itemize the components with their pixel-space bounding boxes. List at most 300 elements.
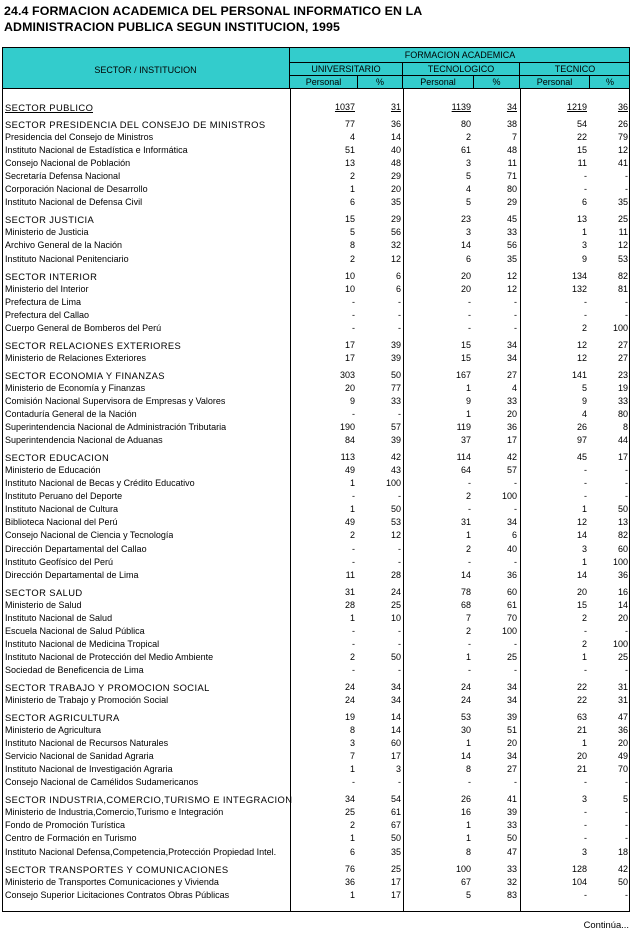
cell-percent: 53 — [617, 253, 628, 264]
table-row — [3, 157, 631, 170]
table-row — [3, 464, 631, 477]
table-row — [3, 322, 631, 335]
cell-personal: 61 — [460, 145, 471, 156]
cell-personal: 11 — [345, 569, 355, 580]
cell-percent: - — [398, 664, 401, 675]
cell-personal: 14 — [576, 569, 587, 580]
cell-personal: 10 — [344, 270, 355, 281]
cell-personal: 20 — [460, 283, 471, 294]
cell-percent: 34 — [506, 102, 517, 112]
cell-percent: 20 — [390, 184, 401, 195]
cell-percent: 50 — [390, 651, 401, 662]
sector-row — [3, 793, 631, 806]
cell-percent: 50 — [617, 504, 628, 515]
cell-percent: 4 — [511, 382, 517, 393]
cell-personal: 9 — [581, 253, 587, 264]
cell-percent: 100 — [501, 491, 517, 502]
cell-percent: 12 — [506, 283, 517, 294]
table-row — [3, 144, 631, 157]
cell-percent: 57 — [506, 465, 517, 476]
cell-personal: 141 — [571, 369, 587, 380]
row-label: Ministerio de Economía y Finanzas — [5, 382, 146, 393]
cell-percent: 42 — [390, 452, 401, 463]
cell-personal: 25 — [344, 807, 355, 818]
cell-personal: 36 — [344, 876, 355, 887]
cell-personal: 14 — [460, 569, 471, 580]
cell-percent: 26 — [617, 119, 628, 130]
header-sector: SECTOR / INSTITUCION — [94, 65, 197, 75]
cell-percent: - — [625, 664, 628, 675]
cell-personal: - — [584, 296, 587, 307]
row-label: Instituto Nacional de Becas y Crédito Educativo — [5, 478, 195, 489]
cell-personal: - — [468, 504, 471, 515]
row-label: Ministerio del Interior — [5, 283, 89, 294]
cell-percent: 31 — [390, 102, 401, 112]
row-label: Corporación Nacional de Desarrollo — [5, 184, 148, 195]
cell-personal: 49 — [344, 465, 355, 476]
cell-personal: 3 — [465, 158, 471, 169]
cell-percent: 27 — [506, 764, 517, 775]
cell-percent: 60 — [617, 543, 628, 554]
cell-percent: - — [625, 465, 628, 476]
cell-percent: - — [625, 889, 628, 900]
cell-percent: - — [398, 491, 401, 502]
cell-personal: 134 — [571, 270, 587, 281]
cell-percent: - — [625, 184, 628, 195]
cell-personal: 51 — [344, 145, 355, 156]
cell-percent: 100 — [612, 322, 628, 333]
cell-percent: 32 — [506, 876, 517, 887]
cell-percent: 42 — [506, 452, 517, 463]
cell-personal: 8 — [465, 846, 471, 857]
table-row — [3, 516, 631, 529]
sector-row — [3, 863, 631, 876]
cell-personal: 119 — [456, 422, 471, 433]
cell-personal: 77 — [344, 119, 355, 130]
table-row — [3, 543, 631, 556]
cell-percent: - — [625, 625, 628, 636]
cell-percent: - — [398, 322, 401, 333]
cell-percent: 19 — [617, 382, 628, 393]
cell-percent: 18 — [617, 846, 628, 857]
cell-percent: 33 — [617, 395, 628, 406]
cell-percent: 56 — [506, 240, 517, 251]
row-label: Instituto Nacional Penitenciario — [5, 253, 129, 264]
cell-percent: 31 — [617, 681, 628, 692]
table-row — [3, 196, 631, 209]
cell-personal: 49 — [344, 517, 355, 528]
row-label: Instituto Nacional de Investigación Agraria — [5, 764, 173, 775]
cell-personal: 24 — [344, 681, 355, 692]
cell-percent: 34 — [506, 681, 517, 692]
cell-percent: 48 — [506, 145, 517, 156]
cell-personal: - — [468, 556, 471, 567]
sector-row — [3, 586, 631, 599]
cell-personal: 37 — [460, 435, 471, 446]
cell-personal: 5 — [465, 171, 471, 182]
row-label: Consejo Nacional de Camélidos Sudamericanos — [5, 777, 199, 788]
cell-percent: 29 — [506, 197, 517, 208]
cell-percent: 14 — [617, 599, 628, 610]
cell-percent: 25 — [617, 651, 628, 662]
cell-percent: 70 — [617, 764, 628, 775]
cell-personal: 13 — [576, 214, 587, 225]
cell-percent: - — [514, 664, 517, 675]
cell-personal: 1219 — [566, 102, 587, 112]
cell-personal: - — [468, 309, 471, 320]
table-row — [3, 226, 631, 239]
cell-personal: - — [352, 556, 355, 567]
cell-personal: 2 — [581, 638, 587, 649]
cell-percent: 17 — [390, 876, 401, 887]
cell-percent: 39 — [506, 807, 517, 818]
cell-percent: 14 — [390, 725, 401, 736]
table-row — [3, 638, 631, 651]
title-line-1: 24.4 FORMACION ACADEMICA DEL PERSONAL INFORMATICO EN LA — [4, 4, 423, 18]
cell-personal: 31 — [344, 586, 355, 597]
cell-personal: - — [468, 638, 471, 649]
cell-personal: 15 — [576, 145, 587, 156]
cell-personal: 5 — [581, 382, 587, 393]
cell-personal: 16 — [460, 807, 471, 818]
row-label: Ministerio de Transportes Comunicaciones y Vivienda — [5, 876, 219, 887]
cell-personal: 34 — [344, 794, 355, 805]
cell-personal: 104 — [571, 876, 587, 887]
table-row — [3, 664, 631, 677]
row-label: SECTOR INTERIOR — [5, 270, 98, 282]
cell-percent: 27 — [506, 369, 517, 380]
cell-percent: - — [514, 556, 517, 567]
cell-percent: 48 — [390, 158, 401, 169]
cell-percent: 10 — [390, 612, 401, 623]
cell-percent: 35 — [506, 253, 517, 264]
cell-percent: 27 — [617, 352, 628, 363]
cell-percent: 81 — [617, 283, 628, 294]
cell-personal: - — [468, 478, 471, 489]
cell-percent: 34 — [506, 751, 517, 762]
cell-personal: 30 — [460, 725, 471, 736]
cell-percent: - — [625, 296, 628, 307]
cell-personal: 6 — [349, 846, 355, 857]
header-formacion: FORMACION ACADEMICA — [404, 50, 516, 60]
total-row — [3, 101, 631, 114]
cell-personal: 2 — [465, 625, 471, 636]
cell-percent: - — [514, 309, 517, 320]
cell-personal: 15 — [460, 339, 471, 350]
table-row — [3, 352, 631, 365]
table-row — [3, 569, 631, 582]
cell-percent: 42 — [617, 863, 628, 874]
row-label: Instituto Nacional de Protección del Medio Ambiente — [5, 651, 214, 662]
sector-row — [3, 213, 631, 226]
cell-personal: 128 — [571, 863, 587, 874]
cell-personal: 2 — [349, 530, 355, 541]
table-row — [3, 694, 631, 707]
cell-personal: 6 — [349, 197, 355, 208]
cell-personal: 20 — [576, 751, 587, 762]
table-row — [3, 724, 631, 737]
cell-percent: - — [625, 491, 628, 502]
cell-personal: - — [584, 171, 587, 182]
cell-personal: 2 — [465, 491, 471, 502]
table-row — [3, 651, 631, 664]
cell-personal: - — [584, 833, 587, 844]
cell-personal: 31 — [460, 517, 471, 528]
cell-personal: 12 — [576, 339, 587, 350]
cell-percent: 36 — [617, 569, 628, 580]
cell-percent: 11 — [618, 227, 628, 238]
row-label: Instituto Nacional de Recursos Naturales — [5, 738, 169, 749]
cell-personal: 100 — [455, 863, 471, 874]
cell-personal: 2 — [465, 132, 471, 143]
cell-percent: 36 — [506, 422, 517, 433]
cell-percent: 80 — [506, 184, 517, 195]
table-row — [3, 737, 631, 750]
cell-percent: 20 — [506, 738, 517, 749]
row-label: Instituto Nacional de Medicina Tropical — [5, 638, 160, 649]
cell-personal: 19 — [344, 712, 355, 723]
table-row — [3, 846, 631, 859]
table-header — [2, 47, 630, 89]
cell-percent: 82 — [617, 530, 628, 541]
table-row — [3, 408, 631, 421]
table-row — [3, 421, 631, 434]
cell-personal: 21 — [576, 725, 587, 736]
cell-personal: 2 — [465, 543, 471, 554]
cell-personal: 1 — [349, 478, 355, 489]
cell-personal: - — [352, 322, 355, 333]
cell-percent: 34 — [390, 695, 401, 706]
row-label: Cuerpo General de Bomberos del Perú — [5, 322, 162, 333]
row-label: SECTOR INDUSTRIA,COMERCIO,TURISMO E INTEGRACION — [5, 794, 293, 806]
cell-percent: 35 — [390, 846, 401, 857]
cell-percent: 40 — [390, 145, 401, 156]
table-row — [3, 283, 631, 296]
cell-percent: 35 — [390, 197, 401, 208]
cell-percent: 39 — [506, 712, 517, 723]
cell-percent: 34 — [506, 517, 517, 528]
title-line-2: ADMINISTRACION PUBLICA SEGUN INSTITUCION, 1995 — [4, 20, 340, 34]
cell-personal: - — [352, 409, 355, 420]
cell-personal: 53 — [460, 712, 471, 723]
cell-personal: 9 — [581, 395, 587, 406]
cell-percent: 36 — [617, 102, 628, 112]
cell-personal: - — [352, 296, 355, 307]
row-label: Dirección Departamental de Lima — [5, 569, 139, 580]
cell-personal: 3 — [581, 846, 587, 857]
cell-personal: 6 — [581, 197, 587, 208]
cell-percent: 25 — [390, 599, 401, 610]
cell-percent: - — [398, 543, 401, 554]
cell-personal: 24 — [344, 695, 355, 706]
cell-personal: 20 — [576, 586, 587, 597]
row-label: Prefectura de Lima — [5, 296, 82, 307]
cell-percent: 16 — [617, 586, 628, 597]
table-row — [3, 382, 631, 395]
cell-percent: 80 — [617, 409, 628, 420]
cell-personal: 1 — [581, 738, 587, 749]
cell-personal: 9 — [349, 395, 355, 406]
cell-percent: 57 — [390, 422, 401, 433]
cell-percent: 29 — [390, 214, 401, 225]
cell-personal: 1 — [581, 556, 587, 567]
page-title — [4, 3, 422, 35]
row-label: SECTOR TRABAJO Y PROMOCION SOCIAL — [5, 681, 210, 693]
cell-percent: 50 — [617, 876, 628, 887]
row-label: SECTOR TRANSPORTES Y COMUNICACIONES — [5, 863, 229, 875]
cell-personal: 45 — [576, 452, 587, 463]
cell-percent: 24 — [390, 586, 401, 597]
cell-percent: 41 — [506, 794, 517, 805]
cell-percent: 83 — [506, 889, 517, 900]
cell-percent: 50 — [506, 833, 517, 844]
cell-percent: - — [625, 171, 628, 182]
row-label: SECTOR ECONOMIA Y FINANZAS — [5, 369, 165, 381]
cell-percent: 12 — [617, 240, 628, 251]
cell-personal: 20 — [460, 270, 471, 281]
sector-row — [3, 270, 631, 283]
cell-percent: 20 — [506, 409, 517, 420]
header-personal-3: Personal — [536, 77, 573, 87]
cell-percent: 41 — [617, 158, 628, 169]
cell-percent: 34 — [390, 681, 401, 692]
sector-row — [3, 118, 631, 131]
cell-personal: 1 — [465, 833, 471, 844]
row-label: Superintendencia Nacional de Administración Tributaria — [5, 422, 227, 433]
cell-percent: 39 — [390, 339, 401, 350]
cell-personal: 1 — [349, 504, 355, 515]
cell-personal: 6 — [465, 253, 471, 264]
table-row — [3, 612, 631, 625]
cell-percent: - — [514, 478, 517, 489]
header-tecnologico: TECNOLOGICO — [427, 64, 495, 74]
cell-percent: - — [398, 296, 401, 307]
cell-percent: 100 — [501, 625, 517, 636]
cell-personal: 1037 — [334, 102, 355, 112]
cell-percent: 36 — [506, 569, 517, 580]
table-row — [3, 625, 631, 638]
cell-personal: 9 — [465, 395, 471, 406]
cell-personal: 1 — [465, 738, 471, 749]
cell-personal: - — [584, 184, 587, 195]
cell-percent: 14 — [390, 132, 401, 143]
cell-percent: 49 — [617, 751, 628, 762]
cell-percent: - — [625, 807, 628, 818]
cell-personal: - — [584, 491, 587, 502]
cell-percent: 13 — [617, 517, 628, 528]
cell-personal: 67 — [460, 876, 471, 887]
row-label: Presidencia del Consejo de Ministros — [5, 132, 154, 143]
table-row — [3, 183, 631, 196]
cell-percent: 33 — [506, 863, 517, 874]
cell-personal: 14 — [460, 240, 471, 251]
cell-percent: 82 — [617, 270, 628, 281]
table-row — [3, 763, 631, 776]
table-row — [3, 876, 631, 889]
cell-percent: 79 — [617, 132, 628, 143]
cell-personal: 1 — [465, 409, 471, 420]
cell-percent: 50 — [390, 833, 401, 844]
table-row — [3, 503, 631, 516]
cell-percent: 47 — [506, 846, 517, 857]
cell-personal: 12 — [576, 517, 587, 528]
row-label: Consejo Superior Licitaciones Contratos Obras Públicas — [5, 889, 230, 900]
cell-personal: 20 — [344, 382, 355, 393]
cell-percent: 27 — [617, 339, 628, 350]
cell-personal: 1 — [465, 382, 471, 393]
cell-personal: 64 — [460, 465, 471, 476]
row-label: SECTOR JUSTICIA — [5, 214, 95, 226]
cell-personal: 7 — [349, 751, 355, 762]
cell-percent: - — [625, 309, 628, 320]
cell-personal: - — [352, 625, 355, 636]
row-label: SECTOR EDUCACION — [5, 452, 110, 464]
row-label: Instituto Nacional de Salud — [5, 612, 113, 623]
cell-percent: - — [625, 478, 628, 489]
cell-personal: 10 — [344, 283, 355, 294]
cell-percent: 12 — [390, 530, 401, 541]
row-label: Instituto Nacional de Defensa Civil — [5, 197, 143, 208]
row-label: Escuela Nacional de Salud Pública — [5, 625, 145, 636]
table-row — [3, 556, 631, 569]
row-label: Instituto Nacional de Estadística e Informática — [5, 145, 188, 156]
cell-personal: - — [468, 296, 471, 307]
cell-percent: 17 — [390, 889, 401, 900]
cell-percent: 67 — [390, 820, 401, 831]
cell-percent: 60 — [390, 738, 401, 749]
cell-percent: - — [514, 777, 517, 788]
cell-percent: 50 — [390, 369, 401, 380]
cell-percent: 11 — [507, 158, 517, 169]
cell-personal: 68 — [460, 599, 471, 610]
row-label: Ministerio de Relaciones Exteriores — [5, 352, 147, 363]
table-row — [3, 131, 631, 144]
row-label: Ministerio de Trabajo y Promoción Social — [5, 695, 169, 706]
cell-personal: 17 — [344, 339, 355, 350]
cell-personal: 23 — [460, 214, 471, 225]
cell-personal: 22 — [576, 132, 587, 143]
cell-personal: - — [584, 664, 587, 675]
table-row — [3, 309, 631, 322]
cell-percent: 56 — [390, 227, 401, 238]
cell-percent: 33 — [390, 395, 401, 406]
table-row — [3, 776, 631, 789]
cell-personal: 4 — [581, 409, 587, 420]
cell-percent: 61 — [390, 807, 401, 818]
cell-percent: 45 — [506, 214, 517, 225]
cell-personal: 114 — [456, 452, 471, 463]
cell-percent: 100 — [612, 556, 628, 567]
cell-personal: 1 — [465, 530, 471, 541]
cell-percent: 36 — [390, 119, 401, 130]
row-label: Biblioteca Nacional del Perú — [5, 517, 118, 528]
cell-personal: 5 — [349, 227, 355, 238]
sector-row — [3, 339, 631, 352]
table-rows — [3, 101, 631, 902]
cell-personal: 15 — [460, 352, 471, 363]
row-label: Instituto Peruano del Deporte — [5, 491, 123, 502]
cell-percent: 14 — [390, 712, 401, 723]
cell-percent: - — [398, 777, 401, 788]
cell-personal: 15 — [576, 599, 587, 610]
cell-personal: - — [584, 625, 587, 636]
row-label: Sociedad de Beneficencia de Lima — [5, 664, 144, 675]
cell-personal: 1 — [465, 820, 471, 831]
cell-percent: 34 — [506, 352, 517, 363]
cell-personal: 63 — [576, 712, 587, 723]
cell-personal: 1 — [349, 764, 355, 775]
cell-personal: 8 — [349, 725, 355, 736]
